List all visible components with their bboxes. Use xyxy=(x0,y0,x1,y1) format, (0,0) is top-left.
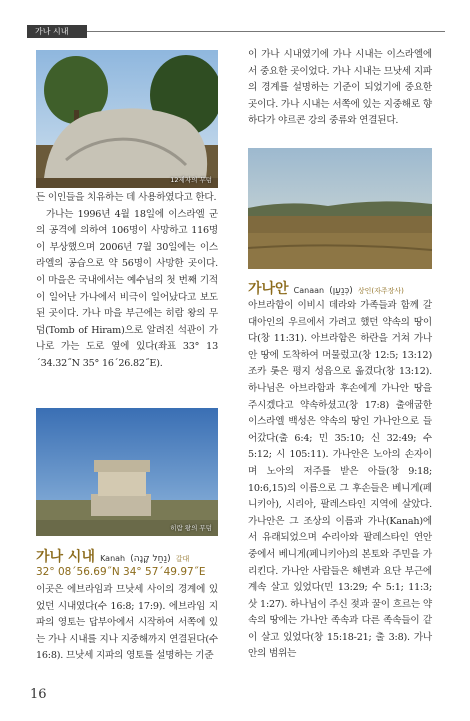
left-paragraph-1: 든 이인들을 치유하는 데 사용하였다고 한다. xyxy=(36,192,217,203)
field-photo xyxy=(248,148,432,269)
canaan-heading xyxy=(248,278,448,298)
left-column-bottom xyxy=(36,582,218,665)
page-number: 16 xyxy=(30,687,47,702)
kanah-meaning: 갈대 xyxy=(175,555,190,563)
kanah-hebrew: (נַחַל קָנָה) xyxy=(130,554,171,564)
right-column-bottom xyxy=(248,298,432,663)
right-column-top xyxy=(248,47,432,130)
tomb-photo-caption: 히람 왕의 무덤 xyxy=(170,524,212,532)
left-paragraph-3: 이곳은 에브라임과 므낫세 사이의 경계에 있었던 시내였다(수 16:8; 17:9). 에브라임 지파의 영토는 답부아에서 시작하여 서쪽에 있는 가나 시내를 지나 지중해까지 연결된다(수 16:8). 므낫세 지파의 영토를 설명하는 기준 xyxy=(36,584,218,662)
field-photo-image xyxy=(248,148,432,269)
kanah-english: Kanah xyxy=(100,554,126,563)
right-paragraph-1: 이 가나 시내였기에 가나 시내는 이스라엘에서 중요한 곳이었다. 가나 시내는 므낫세 지파의 경계를 설명하는 기준이 되었기에 중요한 곳이다. 가나 시내는 서쪽에 있는 지중해로 향하다가 야르콘 강의 중류와 연결된다. xyxy=(248,49,432,127)
tomb-photo xyxy=(36,408,218,536)
right-paragraph-2: 아브라함이 이비시 데라와 가족들과 함께 갈대아인의 우르에서 가려고 했던 약속의 땅이다(창 11:31). 아브라함은 하란을 거쳐 가나안 땅에 도착하여 머물렀고(창 12:5; 13:12) 조카 롯은 평지 성읍으로 옮겼다(창 13:12). 하나님은 아브라함과 후손에게 가나안 땅을 주시겠다고 약속하셨고(창 17:8) 출애굽한 이스라엘 백성은 약속의 땅인 가나안으로 들어갔다(출 6:4; 민 35:10; 신 32:49; 수 5:12; 시 105:11). 가나안은 노아의 손자이며 노아의 저주를 받은 아들(창 9:18; 10:6,15)의 이름으로 그 후손들은 베니게(페니키아), 시리아, 팔레스타인 지역에 살았다. 가나안은 그 조상의 이름과 가나(Kanah)에서 유래되었으며 수리아와 팔레스타인 연안 중에서 베니게(페니키아)의 본토와 주민을 가리킨다. 가나안 사람들은 해변과 요단 부근에 계속 살고 있었다(민 13:29; 수 5:1; 11:3; 삿 1:27). 하나님이 주신 젖과 꿀이 흐르는 약속의 땅에는 가나안 족속과 다른 족속들이 같이 살고 있었다(창 15:18-21; 출 3:8). 가나안의 범위는 xyxy=(248,300,432,660)
rock-photo-image xyxy=(36,50,218,188)
kanah-title: 가나 시내 xyxy=(36,549,95,565)
left-paragraph-2: 가나는 1996년 4월 18일에 이스라엘 군의 공격에 의하여 106명이 사망하고 116명이 부상했으며 2006년 7월 30일에는 이스라엘의 공습으로 약 56명이 사망한 곳이다. 이 마을은 국내에서는 예수님의 첫 번째 기적이 일어난 가나에서 비극이 일어났다고 보도된 곳이다. 가나 마을 부근에는 히람 왕의 무덤(Tomb of Hiram)으로 알려진 석관이 가나로 가는 도로 옆에 있다(좌표 33° 13´34.32˝N 35° 16´26.82˝E). xyxy=(36,208,218,369)
canaan-hebrew: (כְּנַעַן) xyxy=(329,286,353,296)
canaan-english: Canaan xyxy=(293,286,325,295)
rock-photo-caption: 12제자의 무덤 xyxy=(170,176,212,184)
section-tab: 가나 시내 xyxy=(27,25,87,38)
canaan-title: 가나안 xyxy=(248,281,289,297)
tomb-photo-image xyxy=(36,408,218,536)
kanah-heading xyxy=(36,546,236,566)
rock-photo xyxy=(36,50,218,188)
canaan-meaning: 상인(자주장사) xyxy=(357,287,404,295)
left-column-top xyxy=(36,190,218,373)
kanah-coordinates: 32° 08´56.69˝N 34° 57´49.97˝E xyxy=(36,566,206,578)
header-rule xyxy=(27,31,445,32)
